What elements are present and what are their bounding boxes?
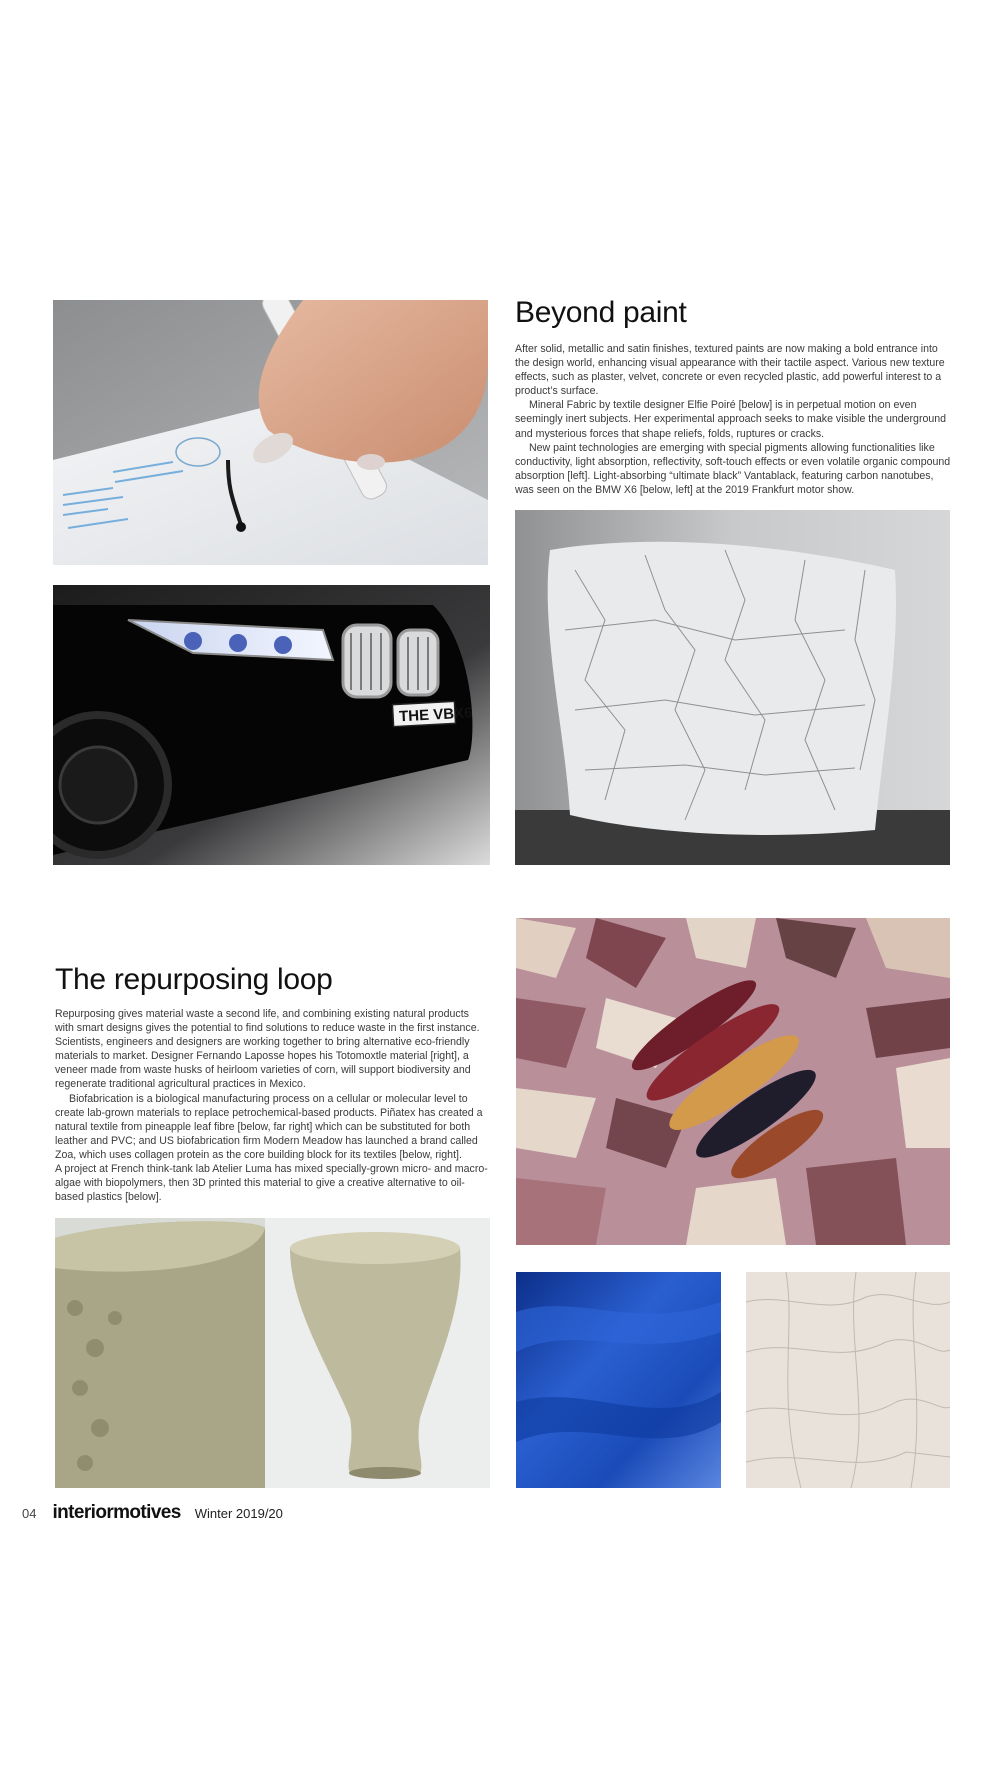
photo-mineral-fabric [515, 510, 950, 865]
photo-zoa-biofabricated-textile [516, 1272, 721, 1488]
beyond-paint-paragraph-3: New paint technologies are emerging with special pigments allowing functionalities like conductivity, light absorption, reflectivity, soft-touch effects or even volatile organic compound absorption [left]. Light-absorbing “ultimate black” Vantablack, featuring carbon nanotubes, was seen on the BMW X6 [below, left] at the 2019 Frankfurt motor show. [515, 441, 951, 496]
issue-date: Winter 2019/20 [194, 1506, 283, 1521]
photo-totomoxtle-corn [516, 918, 950, 1245]
page-number: 04 [22, 1506, 37, 1521]
repurposing-paragraph-2: Biofabrication is a biological manufacturing process on a cellular or molecular level to create lab-grown materials to replace petrochemical-based products. Piñatex has created a natural textile from pineapple leaf fibre [below, far right] which can be substituted for both leather and PVC; and US biofabrication firm Modern Meadow has launched a brand called Zoa, which uses collagen protein as the core building block for its textiles [below, right]. [55, 1092, 483, 1161]
page-footer [22, 1502, 283, 1524]
beyond-paint-body [515, 342, 955, 497]
repurposing-body [55, 1007, 490, 1204]
photo-bmw-x6-vantablack [53, 585, 490, 865]
photo-electric-paint-pen [53, 300, 488, 565]
beyond-paint-paragraph-1: After solid, metallic and satin finishes, textured paints are now making a bold entrance into the design world, enhancing visual appearance with their tactile aspect. Various new texture effects, such as plaster, velvet, concrete or even recycled plastic, add powerful interest to a product’s surface. [515, 343, 945, 398]
section-title-repurposing-loop: The repurposing loop [55, 963, 333, 996]
magazine-brand: interiormotives [52, 1502, 181, 1523]
beyond-paint-paragraph-2: Mineral Fabric by textile designer Elfie Poiré [below] is in perpetual motion on even seemingly inert subjects. Her experimental approach seeks to make visible the underground and mysterious forces that shape reliefs, folds, ruptures or cracks. [515, 399, 947, 440]
repurposing-paragraph-1: Repurposing gives material waste a second life, and combining existing natural products with smart designs gives the potential to find solutions to reduce waste in the first instance. Scientists, engineers and designers are working together to bring alternative eco-friendly materials to market. Designer Fernando Laposse hopes his Totomoxtle material [right], a veneer made from waste husks of heirloom varieties of corn, will support biodiversity and regenerate traditional agricultural practices in Mexico. [55, 1008, 480, 1091]
license-plate: THE VBX6 [398, 704, 473, 726]
photo-algae-3d-printed-vessels [55, 1218, 490, 1488]
section-title-beyond-paint: Beyond paint [515, 296, 687, 329]
repurposing-paragraph-3: A project at French think-tank lab Atelier Luma has mixed specially-grown micro- and macro-algae with biopolymers, then 3D printed this material to give a creative alternative to oil-based plastics [below]. [55, 1163, 488, 1204]
photo-pinatex-leather [746, 1272, 950, 1488]
